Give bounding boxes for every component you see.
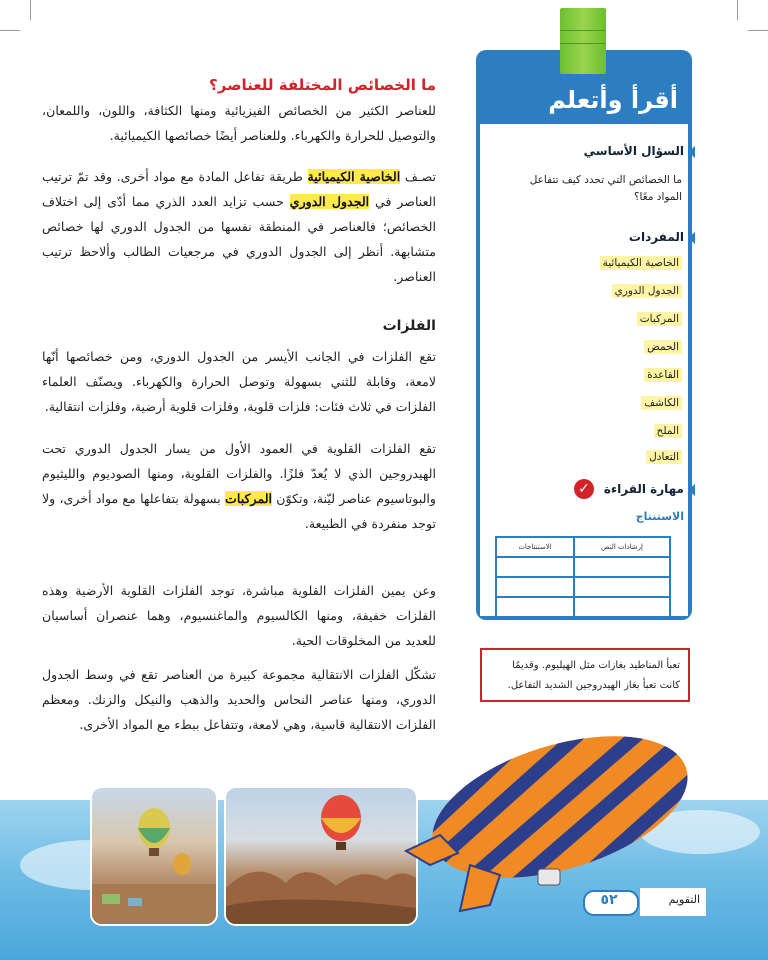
vocab-item: الكاشف [641, 396, 682, 410]
desert-balloon-photo [224, 786, 418, 926]
table-cell [574, 577, 670, 597]
balloons-photo-small [90, 786, 218, 926]
vocab-item: الملح [654, 424, 682, 438]
checkmark-icon: ✓ [574, 479, 594, 499]
table-cell [574, 597, 670, 617]
paragraph-metals: تقع الفلزات في الجانب الأيسر من الجدول الدوري، ومن خصائصها أنّها لامعة، وقابلة للثني بسهولة وتوصل الحرارة والكهرباء. ويصنّف العلماء الفلزات في ثلاث فئات: فلزات قلوية، وفلزات قلوية أرضية، وفلزات انتقالية. [42, 349, 436, 414]
paragraph-alkali-metals [42, 436, 436, 536]
inference-table [495, 536, 671, 618]
balloons-illustration [92, 788, 216, 924]
paragraph-text: حسب تزايد العدد الذري مما أدّى إلى اختلاف الخصائص؛ فالعناصر في المنطقة نفسها من الجدول الدوري لها خصائص متشابهة. أنظر إلى الجدول الدوري في مرجعيات الطالب وألاحظ ترتيب العناصر. [42, 194, 436, 284]
blimp-illustration [400, 715, 696, 915]
vocab-item: الخاصية الكيميائية [600, 256, 682, 270]
arrow-icon [688, 484, 695, 496]
paragraph-text: تصـف [400, 169, 437, 184]
crop-mark [748, 30, 768, 31]
essential-question-label: السؤال الأساسي [583, 144, 684, 158]
paragraph-chemical-property [42, 164, 436, 289]
table-cell [496, 557, 574, 577]
arrow-icon [688, 146, 695, 158]
crop-mark [0, 30, 20, 31]
vocab-item: المركبات [637, 312, 682, 326]
page-number: ٥٢ [600, 892, 618, 908]
table-cell [496, 577, 574, 597]
table-cell [574, 557, 670, 577]
vocab-highlight-chemical-property: الخاصية الكيميائية [307, 169, 401, 184]
reading-skill-name: الاستنتاج [635, 510, 684, 523]
vocab-item: القاعدة [644, 368, 682, 382]
bookmark-tab-lines [560, 30, 606, 44]
table-header: إرشادات النص [574, 537, 670, 557]
section-heading: ما الخصائص المختلفة للعناصر؟ [209, 76, 436, 94]
vocab-item: الحمض [644, 340, 682, 354]
vocab-item: الجدول الدوري [612, 284, 682, 298]
paragraph-text: بسهولة بتفاعلها مع مواد أخرى، ولا توجد منفردة في الطبيعة. [42, 491, 436, 531]
subheading-metals: الفلزات [382, 318, 436, 334]
table-cell [496, 597, 574, 617]
table-header: الاستنتاجات [496, 537, 574, 557]
vocabulary-label: المفردات [628, 230, 684, 244]
reading-skill-label: مهارة القراءة [603, 482, 684, 496]
essential-question-text: ما الخصائص التي تحدد كيف تتفاعل المواد معًا؟ [529, 174, 682, 203]
footer-section-label: التقويم [668, 893, 700, 906]
vocab-highlight-periodic-table: الجدول الدوري [289, 194, 370, 209]
fact-note: تعبأ المناطيد بغازات مثل الهيليوم. وقديمًا كانت تعبأ بغاز الهيدروجين الشديد التفاعل. [480, 648, 690, 702]
vocab-highlight-compounds: المركبات [225, 491, 273, 506]
crop-mark [737, 0, 738, 20]
paragraph-intro: للعناصر الكثير من الخصائص الفيزيائية ومنها الكثافة، واللون، واللمعان، والتوصيل للحرارة والكهرباء. وللعناصر أيضًا خصائصها الكيميائية. [42, 103, 436, 143]
paragraph-transition-metals: تشكّل الفلزات الانتقالية مجموعة كبيرة من العناصر تقع في وسط الجدول الدوري، ومنها عناصر النحاس والحديد والذهب والنيكل والزنك. ومعظم الفلزات الانتقالية قاسية، وهي لامعة، وتتفاعل ببطء مع المواد الأخرى. [42, 667, 436, 732]
paragraph-text: تقع الفلزات القلوية في العمود الأول من يسار الجدول الدوري تحت الهيدروجين الذي لا يُعدّ فلزًا. والفلزات القلوية، ومنها الصوديوم والليثيوم والبوتاسيوم عناصر ليّنة، وتكوّن [42, 441, 436, 506]
paragraph-text: طريقة تفاعل المادة مع مواد أخرى. وقد تمّ ترتيب العناصر في [42, 169, 437, 209]
crop-mark [30, 0, 31, 20]
sidebar-title: أقرأ وأتعلم [548, 86, 678, 114]
vocab-item: التعادل [646, 450, 682, 464]
arrow-icon [688, 232, 695, 244]
desert-illustration [226, 788, 416, 924]
paragraph-alkaline-earth: وعن يمين الفلزات القلوية مباشرة، توجد الفلزات القلوية الأرضية وهذه الفلزات خفيفة، ومنها الكالسيوم والماغنسيوم، وهما عنصران أساسيان للعديد من المخلوقات الحية. [42, 583, 436, 648]
